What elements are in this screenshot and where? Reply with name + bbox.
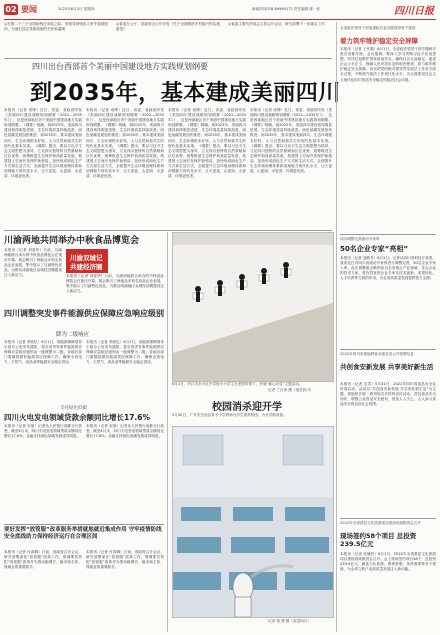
photo-classroom-graphic (173, 427, 333, 617)
masthead-rule (4, 19, 436, 20)
lead-body-col4: 本报讯（记者 成博）近日，省委、省政府印发《美丽四川建设战略规划纲要（2022—2035年）》，这是西部地区首个美丽中国建设地方实践规划纲要。《纲要》明确，到2025年，美丽四川建设取得明显进展，生态环境质量持续改善，绿色低碳发展加快推进；到2035年，基本建成美丽四川，生态环境根本好转，人与自然和谐共生的现代化基本实现。《纲要》提出，要以习近平生态文明思想为指导，立足四川独特的自然禀赋和区位优势，统筹推进生态保护和高质量发展，构建国土空间开发保护新格局，加快形成绿色生产方式和生活方式，全面提升生态环境治理体系和治理能力现代化水平，让天更蓝、山更绿、水更清、环境更优美。 (250, 108, 332, 174)
lead-kicker: 四川出台西部首个美丽中国建设地方实践规划纲要 (32, 62, 208, 71)
photo-students-caption: 6月1日，内江市东兴区中学校小小学生在老师带领下，开展“童心向党”主题活动。 (172, 382, 303, 386)
section-label: 要闻 (21, 5, 37, 14)
feature-caption: 5月30日，广安市岳池县育才小学教师为学生消杀校园，为开学做准备。 (172, 413, 287, 417)
masthead (0, 0, 440, 20)
story2-body: 本报讯（记者 寇敏芳）6月1日，记者从四川省科技厅获悉，我省近日对四川省流动专家库进行调整完善，50名企业专家入库。此次调整重点吸纳来自全省重点产业领域、龙头企业的技术专家，将有效发挥企业专家在技术创新、成果转化、人才培养等方面的作用，为全省高质量发展提供智力支撑。 (340, 256, 436, 281)
photo-classroom (172, 426, 334, 618)
bottom-left-headline: 要好发挥“放管服”改革服务举措就地就近集成作用 守牢疫情防线安全底线助力保持经济运行在合理区间 (4, 527, 162, 540)
date-line: 2022年6月2日 星期四 (58, 7, 95, 11)
divider (4, 58, 332, 59)
story2-headline: 50名企业专家“亮相” (340, 245, 408, 253)
top-item: ◎省委办公厅、省政府办公厅印发《关于全面推进乡村振兴的实施意见》 (116, 22, 220, 32)
ev-headline: 四川火电发电领域贷款余额同比增长17.6% (4, 413, 151, 422)
brief-kicker: 全省政法领导干部加强政法委各级领导班子建设 (340, 26, 416, 30)
tag-line: 川渝双城记 (70, 254, 103, 262)
divider (340, 234, 436, 235)
right-column (340, 22, 436, 632)
tag-box (66, 249, 108, 273)
lead-body-col2: 本报讯（记者 成博）近日，省委、省政府印发《美丽四川建设战略规划纲要（2022—2035年）》，这是西部地区首个美丽中国建设地方实践规划纲要。《纲要》明确，到2025年，美丽四川建设取得明显进展，生态环境质量持续改善，绿色低碳发展加快推进；到2035年，基本建成美丽四川，生态环境根本好转，人与自然和谐共生的现代化基本实现。《纲要》提出，要以习近平生态文明思想为指导，立足四川独特的自然禀赋和区位优势，统筹推进生态保护和高质量发展，构建国土空间开发保护新格局，加快形成绿色生产方式和生活方式，全面提升生态环境治理体系和治理能力现代化水平，让天更蓝、山更绿、水更清、环境更优美。 (86, 108, 164, 179)
story2-kicker: 四川调整完善流动专家库 (340, 237, 380, 241)
story3-headline: 共创食安新发展 共享美好新生活 (340, 363, 434, 371)
bottom-left-body-2: 本报讯（记者 付真卿）日前，省政府召开会议，研究部署深化“放管服”改革工作，强调要坚持把“放管服”改革作为推动稳增长、稳市场主体、保就业的重要抓手。 (86, 550, 164, 570)
feature-headline: 校园消杀迎开学 (212, 402, 282, 413)
page-number-badge: 02 (5, 5, 17, 14)
divider (340, 349, 436, 350)
divider (4, 524, 164, 525)
column-divider (167, 232, 168, 632)
paper-logo: 四川日报 (394, 6, 434, 17)
story3-kicker: 2022年四川省基础教育各级各类公开招聘信息 (340, 352, 414, 356)
divider (4, 230, 332, 231)
photo-students (172, 232, 334, 382)
photo-students-credit: 记者 兰自涛 摄（视觉四川） (268, 388, 314, 392)
story3-body: 本报讯（记者 边雪）5月31日，2022年四川省食品安全宣传周启动，活动以“共创食安新发展 共享美好新生活”为主题，将组织开展一系列形式多样的宣传活动，普及食品安全知识，增强公众食品安全意识，营造人人关心、人人参与食品安全的良好社会氛围。 (340, 382, 436, 407)
power-body-2: 本报讯（记者 李欣忆）6月1日，省能源保障领导小组办公室发布通知，将全省突发事件能源供应保障应急响应级别由一级调整为二级。各地各部门要继续做好能源供应保障工作，确保全省电力、天然气、成品油等能源安全稳定供应。 (86, 340, 164, 365)
story4-headline: 现场签约58个项目 总投资239.5亿元 (340, 532, 417, 548)
ev-kicker: 支持绿色低碳 (60, 406, 87, 411)
photo-students-graphic (173, 233, 333, 381)
brief-body: 本报讯（记者 王代强）6月1日，全省政法领导干部专题研讨班在成都开班。会议强调，要深入学习贯彻习近平法治思想，坚决扛起维护国家政治安全、确保社会大局稳定、促进社会公平正义、保障人民安居乐业的职责使命，着力筑牢维护稳定安全屏障，切实把党的绝对领导贯穿政法工作各方面全过程，不断提升政法工作现代化水平，为全面建设社会主义现代化四川营造安全稳定的政治社会环境。 (340, 47, 436, 82)
bottom-left-body: 本报讯（记者 付真卿）日前，省政府召开会议，研究部署深化“放管服”改革工作，强调要坚持把“放管服”改革作为推动稳增长、稳市场主体、保就业的重要抓手。 (4, 550, 82, 570)
mid-left-body: 本报讯（记者 刘春华）日前，川渝两地联合举办的中秋食品博览会在重庆开幕，展会吸引了两地众多知名食品企业参展，集中展示了川渝特色食品，为推动成渝地区双城经济圈建设注入新活力。 (4, 248, 62, 278)
mid-left-headline: 川渝两地共同举办中秋食品博览会 (4, 236, 140, 246)
top-item: ◎省委主要负责同志主持召开会议，研究部署下一步重点工作 (228, 22, 325, 26)
top-items (4, 22, 332, 56)
power-subhead: 降为二级响应 (56, 332, 90, 338)
ev-body: 本报讯（记者 宋豪）记者从人民银行成都分行获悉，截至4月末，四川火电发电领域贷款余额同比增长17.6%，金融支持绿色低碳发展成效明显。 (4, 424, 82, 439)
brief-headline: 着力筑牢维护稳定安全屏障 (340, 37, 418, 45)
editor-line: 新闻热线028-86969172 责任编辑 陈一佳 (252, 7, 321, 11)
feature-credit: 记者 杨 勇 摄（视觉四川） (268, 619, 311, 623)
power-headline: 四川调整突发事件能源供应保障应急响应级别 (4, 309, 164, 318)
lead-body-col1: 本报讯（记者 成博）近日，省委、省政府印发《美丽四川建设战略规划纲要（2022—2035年）》，这是西部地区首个美丽中国建设地方实践规划纲要。《纲要》明确，到2025年，美丽四川建设取得明显进展，生态环境质量持续改善，绿色低碳发展加快推进；到2035年，基本建成美丽四川，生态环境根本好转，人与自然和谐共生的现代化基本实现。《纲要》提出，要以习近平生态文明思想为指导，立足四川独特的自然禀赋和区位优势，统筹推进生态保护和高质量发展，构建国土空间开发保护新格局，加快形成绿色生产方式和生活方式，全面提升生态环境治理体系和治理能力现代化水平，让天更蓝、山更绿、水更清、环境更优美。 (4, 108, 82, 179)
story4-kicker: 2022年全省基层文化旅游项目建设现场推进会召开 (340, 521, 422, 525)
lead-headline: 到2035年，基本建成美丽四川 (30, 81, 341, 106)
column-divider (336, 22, 337, 632)
story4-body: 本报讯（记者 吴晓铃）6月1日，2022年全省基层文化旅游项目建设现场推进会召开。会上现场签约项目58个，总投资239.5亿元，涵盖文化旅游、康养度假、体育赛事等多个领域，为全省文旅产业高质量发展注入新动能。 (340, 552, 436, 572)
ev-body-2: 本报讯（记者 宋豪）记者从人民银行成都分行获悉，截至4月末，四川火电发电领域贷款余额同比增长17.6%，金融支持绿色低碳发展成效明显。 (86, 424, 164, 439)
lead-body-col3: 本报讯（记者 成博）近日，省委、省政府印发《美丽四川建设战略规划纲要（2022—2035年）》，这是西部地区首个美丽中国建设地方实践规划纲要。《纲要》明确，到2025年，美丽四川建设取得明显进展，生态环境质量持续改善，绿色低碳发展加快推进；到2035年，基本建成美丽四川，生态环境根本好转，人与自然和谐共生的现代化基本实现。《纲要》提出，要以习近平生态文明思想为指导，立足四川独特的自然禀赋和区位优势，统筹推进生态保护和高质量发展，构建国土空间开发保护新格局，加快形成绿色生产方式和生活方式，全面提升生态环境治理体系和治理能力现代化水平，让天更蓝、山更绿、水更清、环境更优美。 (168, 108, 246, 179)
tag-line: 共建经济圈 (70, 263, 103, 271)
power-body: 本报讯（记者 李欣忆）6月1日，省能源保障领导小组办公室发布通知，将全省突发事件能源供应保障应急响应级别由一级调整为二级。各地各部门要继续做好能源供应保障工作，确保全省电力、天然气、成品油等能源安全稳定供应。 (4, 340, 82, 365)
divider (340, 518, 436, 519)
top-item: ◎在第二十三个全国助残日来临之际，省领导到残疾人家中看望慰问，为他们送去党和政府的关怀和温暖 (4, 22, 108, 32)
mid-left-body-2: 本报讯（记者 刘春华）日前，川渝两地联合举办的中秋食品博览会在重庆开幕，展会吸引了两地众多知名食品企业参展，集中展示了川渝特色食品，为推动成渝地区双城经济圈建设注入新活力。 (66, 274, 164, 294)
